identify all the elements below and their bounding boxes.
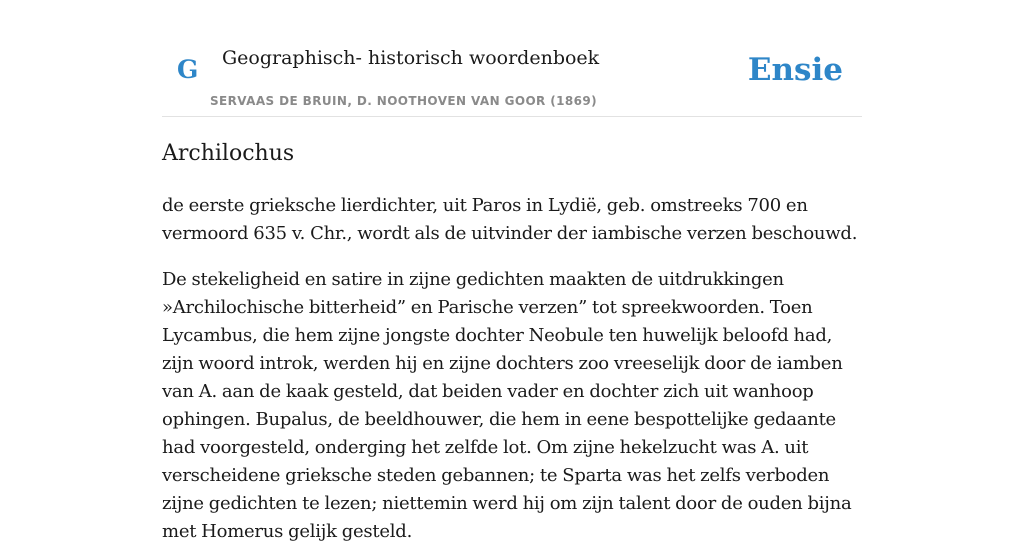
entry-title: Archilochus xyxy=(162,141,295,166)
ensie-logo[interactable]: Ensie xyxy=(747,52,843,88)
book-logo-icon[interactable]: G xyxy=(177,55,199,84)
book-title-link[interactable]: Geographisch- historisch woordenboek xyxy=(222,47,600,69)
page-header xyxy=(162,0,862,117)
entry-paragraph-2: De stekeligheid en satire in zijne gedichten maakten de uitdrukkingen »Archilochische bitterheid” en Parische verzen” tot spreekwoorden. Toen Lycambus, die hem zijne jongste dochter Neobule ten huwelijk beloofd had, zijn woord introk, werden hij en zijne dochters zoo vreeselijk door de iamben van A. aan de kaak gesteld, dat beiden vader en dochter zich uit wanhoop ophingen. Bupalus, de beeldhouwer, die hem in eene bespottelijke gedaante had voorgesteld, onderging het zelfde lot. Om zijne hekelzucht was A. uit verscheidene grieksche steden gebannen; te Sparta was het zelfs verboden zijne gedichten te lezen; niettemin werd hij om zijn talent door de ouden bijna met Homerus gelijk gesteld. xyxy=(162,269,852,542)
entry-paragraph-1: de eerste grieksche lierdichter, uit Paros in Lydië, geb. omstreeks 700 en vermoord 635 v. Chr., wordt als de uitvinder der iambische verzen beschouwd. xyxy=(162,195,858,244)
book-author: SERVAAS DE BRUIN, D. NOOTHOVEN VAN GOOR (1869) xyxy=(210,94,598,108)
entry-content xyxy=(162,138,862,546)
